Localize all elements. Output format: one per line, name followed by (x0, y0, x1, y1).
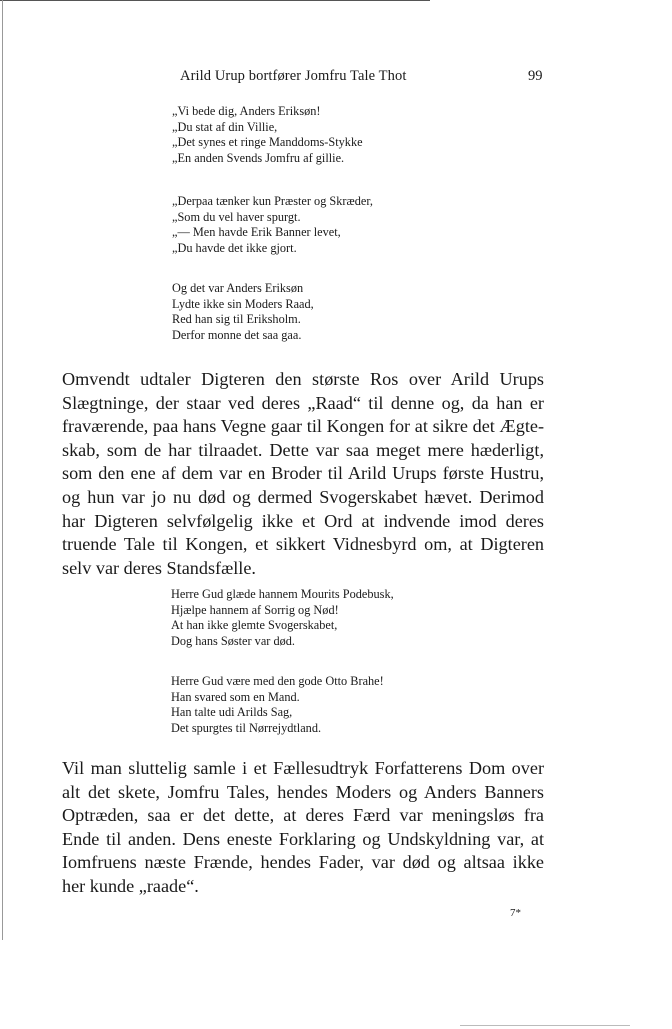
scan-edge-bottom (460, 1025, 630, 1026)
verse-line: Lydte ikke sin Moders Raad, (172, 296, 314, 311)
prose-line: som den ene af dem var en Broder til Arild Urups første Hustru, (62, 463, 544, 484)
verse-line: Dog hans Søster var død. (171, 633, 295, 648)
verse-line: Han svared som en Mand. (171, 689, 300, 704)
prose-line: selv var deres Standsfælle. (62, 557, 256, 578)
prose-paragraph-1 (62, 368, 544, 580)
prose-line: skab, som de har tilraadet. Dette var saa meget mere hæderligt, (62, 439, 544, 460)
prose-line: Ende til anden. Dens eneste Forklaring og Undskyldning var, at (62, 828, 544, 849)
verse-stanza-1 (172, 104, 363, 166)
verse-stanza-3 (172, 281, 314, 343)
prose-line: her kunde „raade“. (62, 875, 199, 896)
prose-line: Omvendt udtaler Digteren den største Ros over Arild Urups (62, 369, 544, 389)
verse-line: Herre Gud glæde hannem Mourits Podebusk, (171, 587, 394, 601)
verse-line: „Vi bede dig, Anders Eriksøn! (172, 104, 321, 118)
verse-line: Red han sig til Eriksholm. (172, 312, 301, 327)
prose-line: har Digteren selvfølgelig ikke et Ord at indvende imod deres (62, 510, 544, 531)
verse-line: „Derpaa tænker kun Præster og Skræder, (172, 194, 373, 208)
verse-line: „— Men havde Erik Banner levet, (172, 225, 341, 240)
verse-stanza-2 (172, 194, 373, 256)
prose-line: Iomfruens næste Frænde, hendes Fader, var død og altsaa ikke (62, 852, 544, 873)
prose-line: Vil man sluttelig samle i et Fællesudtryk Forfatterens Dom over (62, 758, 544, 778)
signature-mark: 7* (510, 907, 521, 919)
scan-edge-left (2, 0, 3, 940)
verse-line: Han talte udi Arilds Sag, (171, 705, 293, 720)
verse-line: At han ikke glemte Svogerskabet, (171, 618, 338, 633)
prose-paragraph-2 (62, 757, 544, 899)
prose-line: alt det skete, Jomfru Tales, hendes Moders og Anders Banners (62, 781, 544, 802)
prose-line: truende Tale til Kongen, et sikkert Vidnesbyrd om, at Digteren (62, 534, 544, 555)
verse-line: Hjælpe hannem af Sorrig og Nød! (171, 602, 339, 617)
verse-stanza-4 (171, 587, 394, 649)
verse-line: „Det synes et ringe Manddoms-Stykke (172, 135, 363, 150)
verse-line: Det spurgtes til Nørrejydtland. (171, 720, 322, 735)
verse-line: Og det var Anders Eriksøn (172, 281, 304, 295)
verse-line: „Du stat af din Villie, (172, 119, 278, 134)
verse-line: Derfor monne det saa gaa. (172, 327, 302, 342)
verse-line: „Du havde det ikke gjort. (172, 240, 297, 255)
prose-line: Slægtninge, der staar ved deres „Raad“ til denne og, da han er (62, 392, 544, 413)
verse-stanza-5 (171, 674, 384, 736)
verse-line: „Som du vel haver spurgt. (172, 209, 301, 224)
verse-line: Herre Gud være med den gode Otto Brahe! (171, 674, 384, 688)
page-number: 99 (528, 68, 543, 84)
verse-line: „En anden Svends Jomfru af gillie. (172, 150, 345, 165)
prose-line: Optræden, saa er det dette, at deres Færd var meningsløs fra (62, 805, 544, 826)
prose-line: og hun var jo nu død og dermed Svogerskabet hævet. Derimod (62, 486, 544, 507)
scan-edge-top (0, 0, 430, 1)
running-title: Arild Urup bortfører Jomfru Tale Thot (180, 68, 407, 84)
prose-line: fraværende, paa hans Vegne gaar til Kongen for at sikre det Ægte- (62, 416, 544, 437)
